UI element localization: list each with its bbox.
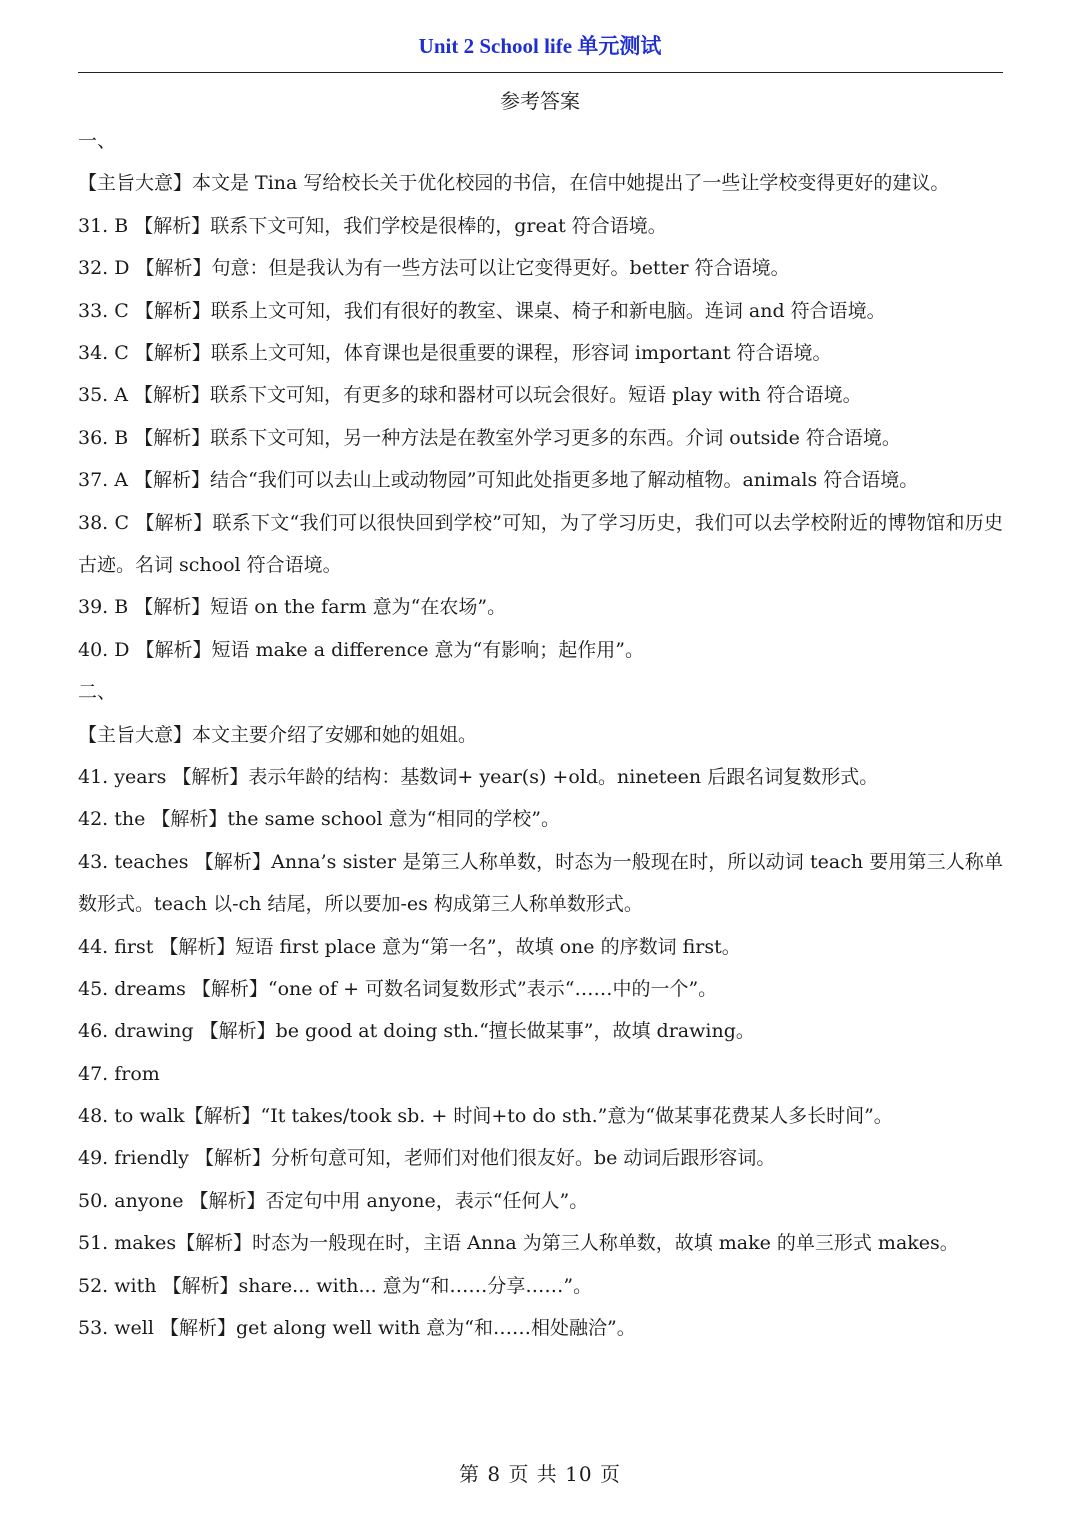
section-1-heading: 一、	[78, 130, 117, 152]
answer-49: 49. friendly 【解析】分析句意可知，老师们对他们很友好。be 动词后跟形容词。	[78, 1147, 776, 1170]
header-divider	[78, 72, 1003, 73]
answer-40: 40. D 【解析】短语 make a difference 意为“有影响；起作用”。	[78, 638, 644, 661]
answer-42: 42. the 【解析】the same school 意为“相同的学校”。	[78, 808, 560, 831]
answer-35: 35. A 【解析】联系下文可知，有更多的球和器材可以玩会很好。短语 play with 符合语境。	[78, 384, 862, 407]
answer-32: 32. D 【解析】句意：但是我认为有一些方法可以让它变得更好。better 符合语境。	[78, 257, 790, 280]
answer-51: 51. makes【解析】时态为一般现在时，主语 Anna 为第三人称单数，故填 make 的单三形式 makes。	[78, 1232, 959, 1255]
answer-48: 48. to walk【解析】“It takes/took sb. + 时间+to do sth.”意为“做某事花费某人多长时间”。	[78, 1105, 893, 1128]
section-2-heading: 二、	[78, 681, 117, 704]
document-header: Unit 2 School life 单元测试	[418, 34, 662, 58]
answer-38: 38. C 【解析】联系下文“我们可以很快回到学校”可知，为了学习历史，我们可以去学校附近的博物馆和历史古迹。名词 school 符合语境。	[78, 511, 1003, 576]
answer-content	[78, 120, 1003, 1349]
section-1-summary: 【主旨大意】本文是 Tina 写给校长关于优化校园的书信，在信中她提出了一些让学校变得更好的建议。	[78, 172, 950, 195]
answer-52: 52. with 【解析】share... with... 意为“和……分享……”。	[78, 1274, 593, 1297]
answer-41: 41. years 【解析】表示年龄的结构：基数词+ year(s) +old。nineteen 后跟名词复数形式。	[78, 765, 879, 788]
answer-44: 44. first 【解析】短语 first place 意为“第一名”，故填 one 的序数词 first。	[78, 935, 741, 958]
answer-53: 53. well 【解析】get along well with 意为“和……相处融洽”。	[78, 1317, 636, 1340]
answer-39: 39. B 【解析】短语 on the farm 意为“在农场”。	[78, 596, 507, 619]
page-number: 第 8 页 共 10 页	[459, 1462, 621, 1486]
answer-47: 47. from	[78, 1062, 160, 1085]
answer-37: 37. A 【解析】结合“我们可以去山上或动物园”可知此处指更多地了解动植物。animals 符合语境。	[78, 469, 919, 492]
answer-36: 36. B 【解析】联系下文可知，另一种方法是在教室外学习更多的东西。介词 outside 符合语境。	[78, 426, 901, 449]
section-2-summary: 【主旨大意】本文主要介绍了安娜和她的姐姐。	[78, 723, 478, 746]
answer-33: 33. C 【解析】联系上文可知，我们有很好的教室、课桌、椅子和新电脑。连词 and 符合语境。	[78, 299, 886, 322]
answer-50: 50. anyone 【解析】否定句中用 anyone，表示“任何人”。	[78, 1189, 589, 1212]
answer-34: 34. C 【解析】联系上文可知，体育课也是很重要的课程，形容词 important 符合语境。	[78, 341, 832, 364]
answer-31: 31. B 【解析】联系下文可知，我们学校是很棒的，great 符合语境。	[78, 214, 667, 237]
answer-key-title: 参考答案	[500, 89, 580, 113]
answer-46: 46. drawing 【解析】be good at doing sth.“擅长做某事”，故填 drawing。	[78, 1020, 755, 1043]
answer-45: 45. dreams 【解析】“one of + 可数名词复数形式”表示“……中的一个”。	[78, 977, 718, 1000]
answer-43: 43. teaches 【解析】Anna’s sister 是第三人称单数，时态为一般现在时，所以动词 teach 要用第三人称单数形式。teach 以-ch 结尾，所以要加-es 构成第三人称单数形式。	[78, 850, 1003, 916]
